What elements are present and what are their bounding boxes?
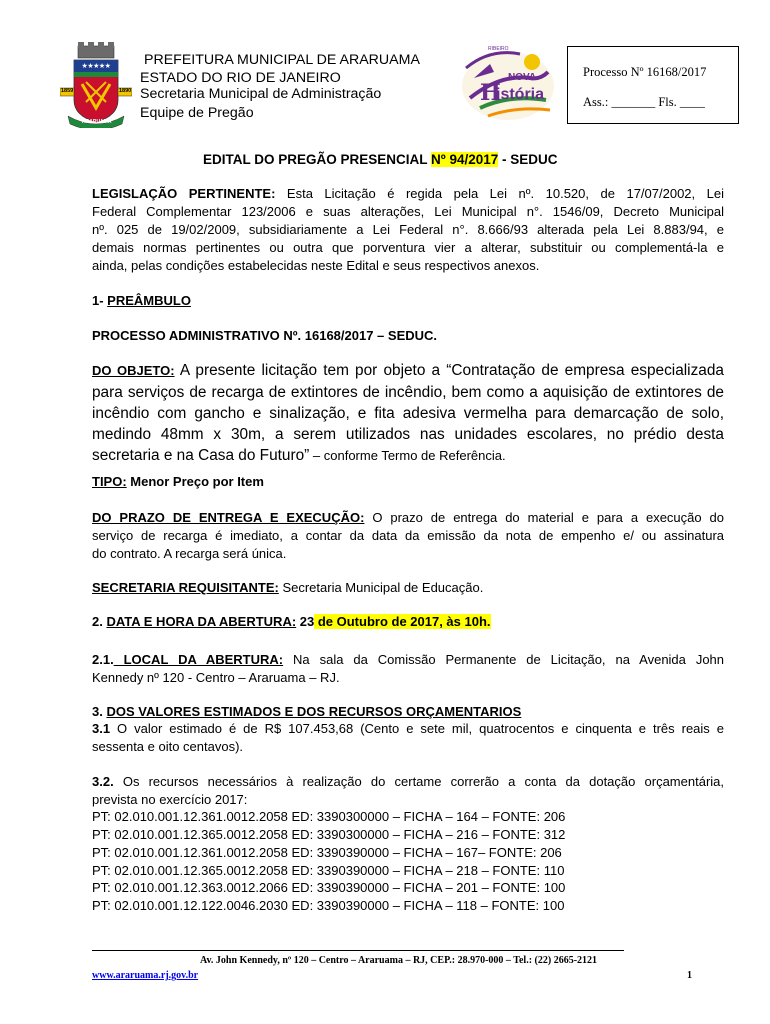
legislation-line: Federal Complementar 123/2006 e suas alterações, Lei Municipal n°. 1546/09, Decreto Municipal — [92, 204, 724, 219]
footer-address: Av. John Kennedy, nº 120 – Centro – Araruama – RJ, CEP.: 28.970-000 – Tel.: (22) 2665-2121 — [200, 955, 598, 966]
document-title — [203, 152, 558, 167]
process-number: Processo Nº 16168/2017 — [583, 65, 707, 79]
opening-date-heading — [92, 614, 724, 629]
budget-allocation-item: PT: 02.010.001.12.361.0012.2058 ED: 3390300000 – FICHA – 164 – FONTE: 206 — [92, 809, 566, 824]
budget-allocation-item: PT: 02.010.001.12.365.0012.2058 ED: 3390390000 – FICHA – 218 – FONTE: 110 — [92, 863, 565, 878]
deadline-line: O prazo de entrega do material e para a execução do — [364, 510, 725, 525]
deadline-line: serviço de recarga é imediato, a contar da data da emissão da nota de empenho e/ ou assinatura — [92, 528, 724, 543]
resources-line: Os recursos necessários à realização do certame correrão a conta da dotação orçamentária, — [113, 774, 724, 789]
subsection-number: 3.1 — [92, 721, 111, 736]
opening-day: 23 — [296, 614, 315, 629]
estimated-value-line: O valor estimado é de R$ 107.453,68 (Cento e sete mil, quatrocentos e cinquenta e três reais e — [110, 721, 724, 736]
logo-small-text: RIBEIRO — [488, 46, 509, 52]
legislation-line: demais normas pertinentes ou outra que porventura vier a alterar, substituir ou complementá-la e — [92, 240, 724, 255]
section-number: 2. — [92, 614, 107, 629]
object-line: para serviços de recarga de extintores de incêndio, bem como a aquisição de extintores de — [92, 384, 724, 401]
footer-divider — [92, 950, 624, 951]
type-value: Menor Preço por Item — [126, 474, 264, 489]
nova-historia-logo — [460, 38, 556, 122]
process-box — [567, 46, 739, 124]
crest-ribbon-label: ARARUAMA — [82, 119, 112, 125]
title-prefix: EDITAL DO PREGÃO PRESENCIAL — [203, 152, 432, 167]
secretariat-value: Secretaria Municipal de Educação. — [278, 580, 484, 595]
section-label: PREÂMBULO — [107, 293, 191, 308]
object-line: incêndio com gancho e sinalização, e fita adesiva vermelha para demarcação de solo, — [92, 405, 724, 422]
crest-right-year: 1890 — [119, 88, 132, 94]
title-number: Nº 94/2017 — [431, 152, 499, 167]
opening-date-label: DATA E HORA DA ABERTURA: — [106, 614, 297, 629]
title-suffix: - SEDUC — [498, 152, 558, 167]
budget-allocation-item: PT: 02.010.001.12.363.0012.2066 ED: 3390390000 – FICHA – 201 – FONTE: 100 — [92, 880, 566, 895]
opening-date-value: de Outubro de 2017, às 10h. — [314, 614, 491, 629]
org-secretariat: Secretaria Municipal de Administração — [140, 86, 382, 102]
page-number: 1 — [687, 970, 692, 981]
crest-stars: ★★★★★ — [81, 63, 111, 70]
logo-word-nova: NOVA — [508, 72, 537, 83]
budget-allocation-item: PT: 02.010.001.12.365.0012.2058 ED: 3390300000 – FICHA – 216 – FONTE: 312 — [92, 827, 566, 842]
administrative-process: PROCESSO ADMINISTRATIVO Nº. 16168/2017 – SEDUC. — [92, 328, 438, 343]
logo-word-historia: istória — [496, 86, 545, 103]
legislation-label: LEGISLAÇÃO PERTINENTE: — [92, 186, 276, 201]
object-line: secretaria e na Casa do Futuro” — [92, 447, 310, 464]
location-label: LOCAL DA ABERTURA: — [113, 652, 284, 667]
logo-initial: H — [480, 80, 501, 106]
section-number: 1- — [92, 293, 108, 308]
deadline-line: do contrato. A recarga será única. — [92, 546, 287, 561]
municipal-crest — [60, 42, 132, 128]
object-label: DO OBJETO: — [92, 363, 175, 378]
budget-heading: DOS VALORES ESTIMADOS E DOS RECURSOS ORÇAMENTARIOS — [106, 704, 522, 719]
deadline-label: DO PRAZO DE ENTREGA E EXECUÇÃO: — [92, 510, 365, 525]
legislation-line: Esta Licitação é regida pela Lei nº. 10.520, de 17/07/2002, Lei — [275, 186, 724, 201]
requesting-secretariat — [92, 580, 724, 595]
org-name: PREFEITURA MUNICIPAL DE ARARUAMA — [144, 52, 420, 68]
crest-left-year: 1859 — [61, 88, 74, 94]
resources-line: prevista no exercício 2017: — [92, 792, 248, 807]
object-line: A presente licitação tem por objeto a “Contratação de empresa especializada — [174, 362, 724, 379]
secretariat-label: SECRETARIA REQUISITANTE: — [92, 580, 279, 595]
type-line — [92, 474, 724, 489]
object-line-tail: – conforme Termo de Referência. — [309, 448, 506, 463]
legislation-line: nº. 025 de 19/02/2009, subsidiariamente a Lei Federal n°. 8.666/93 alterada pela Lei 8.883/94, e — [92, 222, 724, 237]
org-state: ESTADO DO RIO DE JANEIRO — [140, 70, 341, 86]
section-number: 2.1. — [92, 652, 114, 667]
subsection-number: 3.2. — [92, 774, 114, 789]
legislation-line: ainda, pelas condições estabelecidas neste Edital e seus respectivos anexos. — [92, 258, 540, 273]
footer-website-link[interactable]: www.araruama.rj.gov.br — [92, 970, 199, 981]
org-team: Equipe de Pregão — [140, 105, 254, 121]
type-label: TIPO: — [92, 474, 127, 489]
budget-allocation-item: PT: 02.010.001.12.361.0012.2058 ED: 3390390000 – FICHA – 167– FONTE: 206 — [92, 845, 562, 860]
object-line: medindo 48mm x 30m, a serem utilizados nas unidades escolares, no prédio desta — [92, 426, 724, 443]
budget-allocation-item: PT: 02.010.001.12.122.0046.2030 ED: 3390390000 – FICHA – 118 – FONTE: 100 — [92, 898, 565, 913]
location-line: Na sala da Comissão Permanente de Licitação, na Avenida John — [283, 652, 725, 667]
preamble-heading — [92, 293, 724, 308]
estimated-value-line: sessenta e oito centavos). — [92, 739, 244, 754]
signature-fields: Ass.: _______ Fls. ____ — [583, 95, 705, 109]
section-number: 3. — [92, 704, 107, 719]
location-line: Kennedy nº 120 - Centro – Araruama – RJ. — [92, 670, 340, 685]
